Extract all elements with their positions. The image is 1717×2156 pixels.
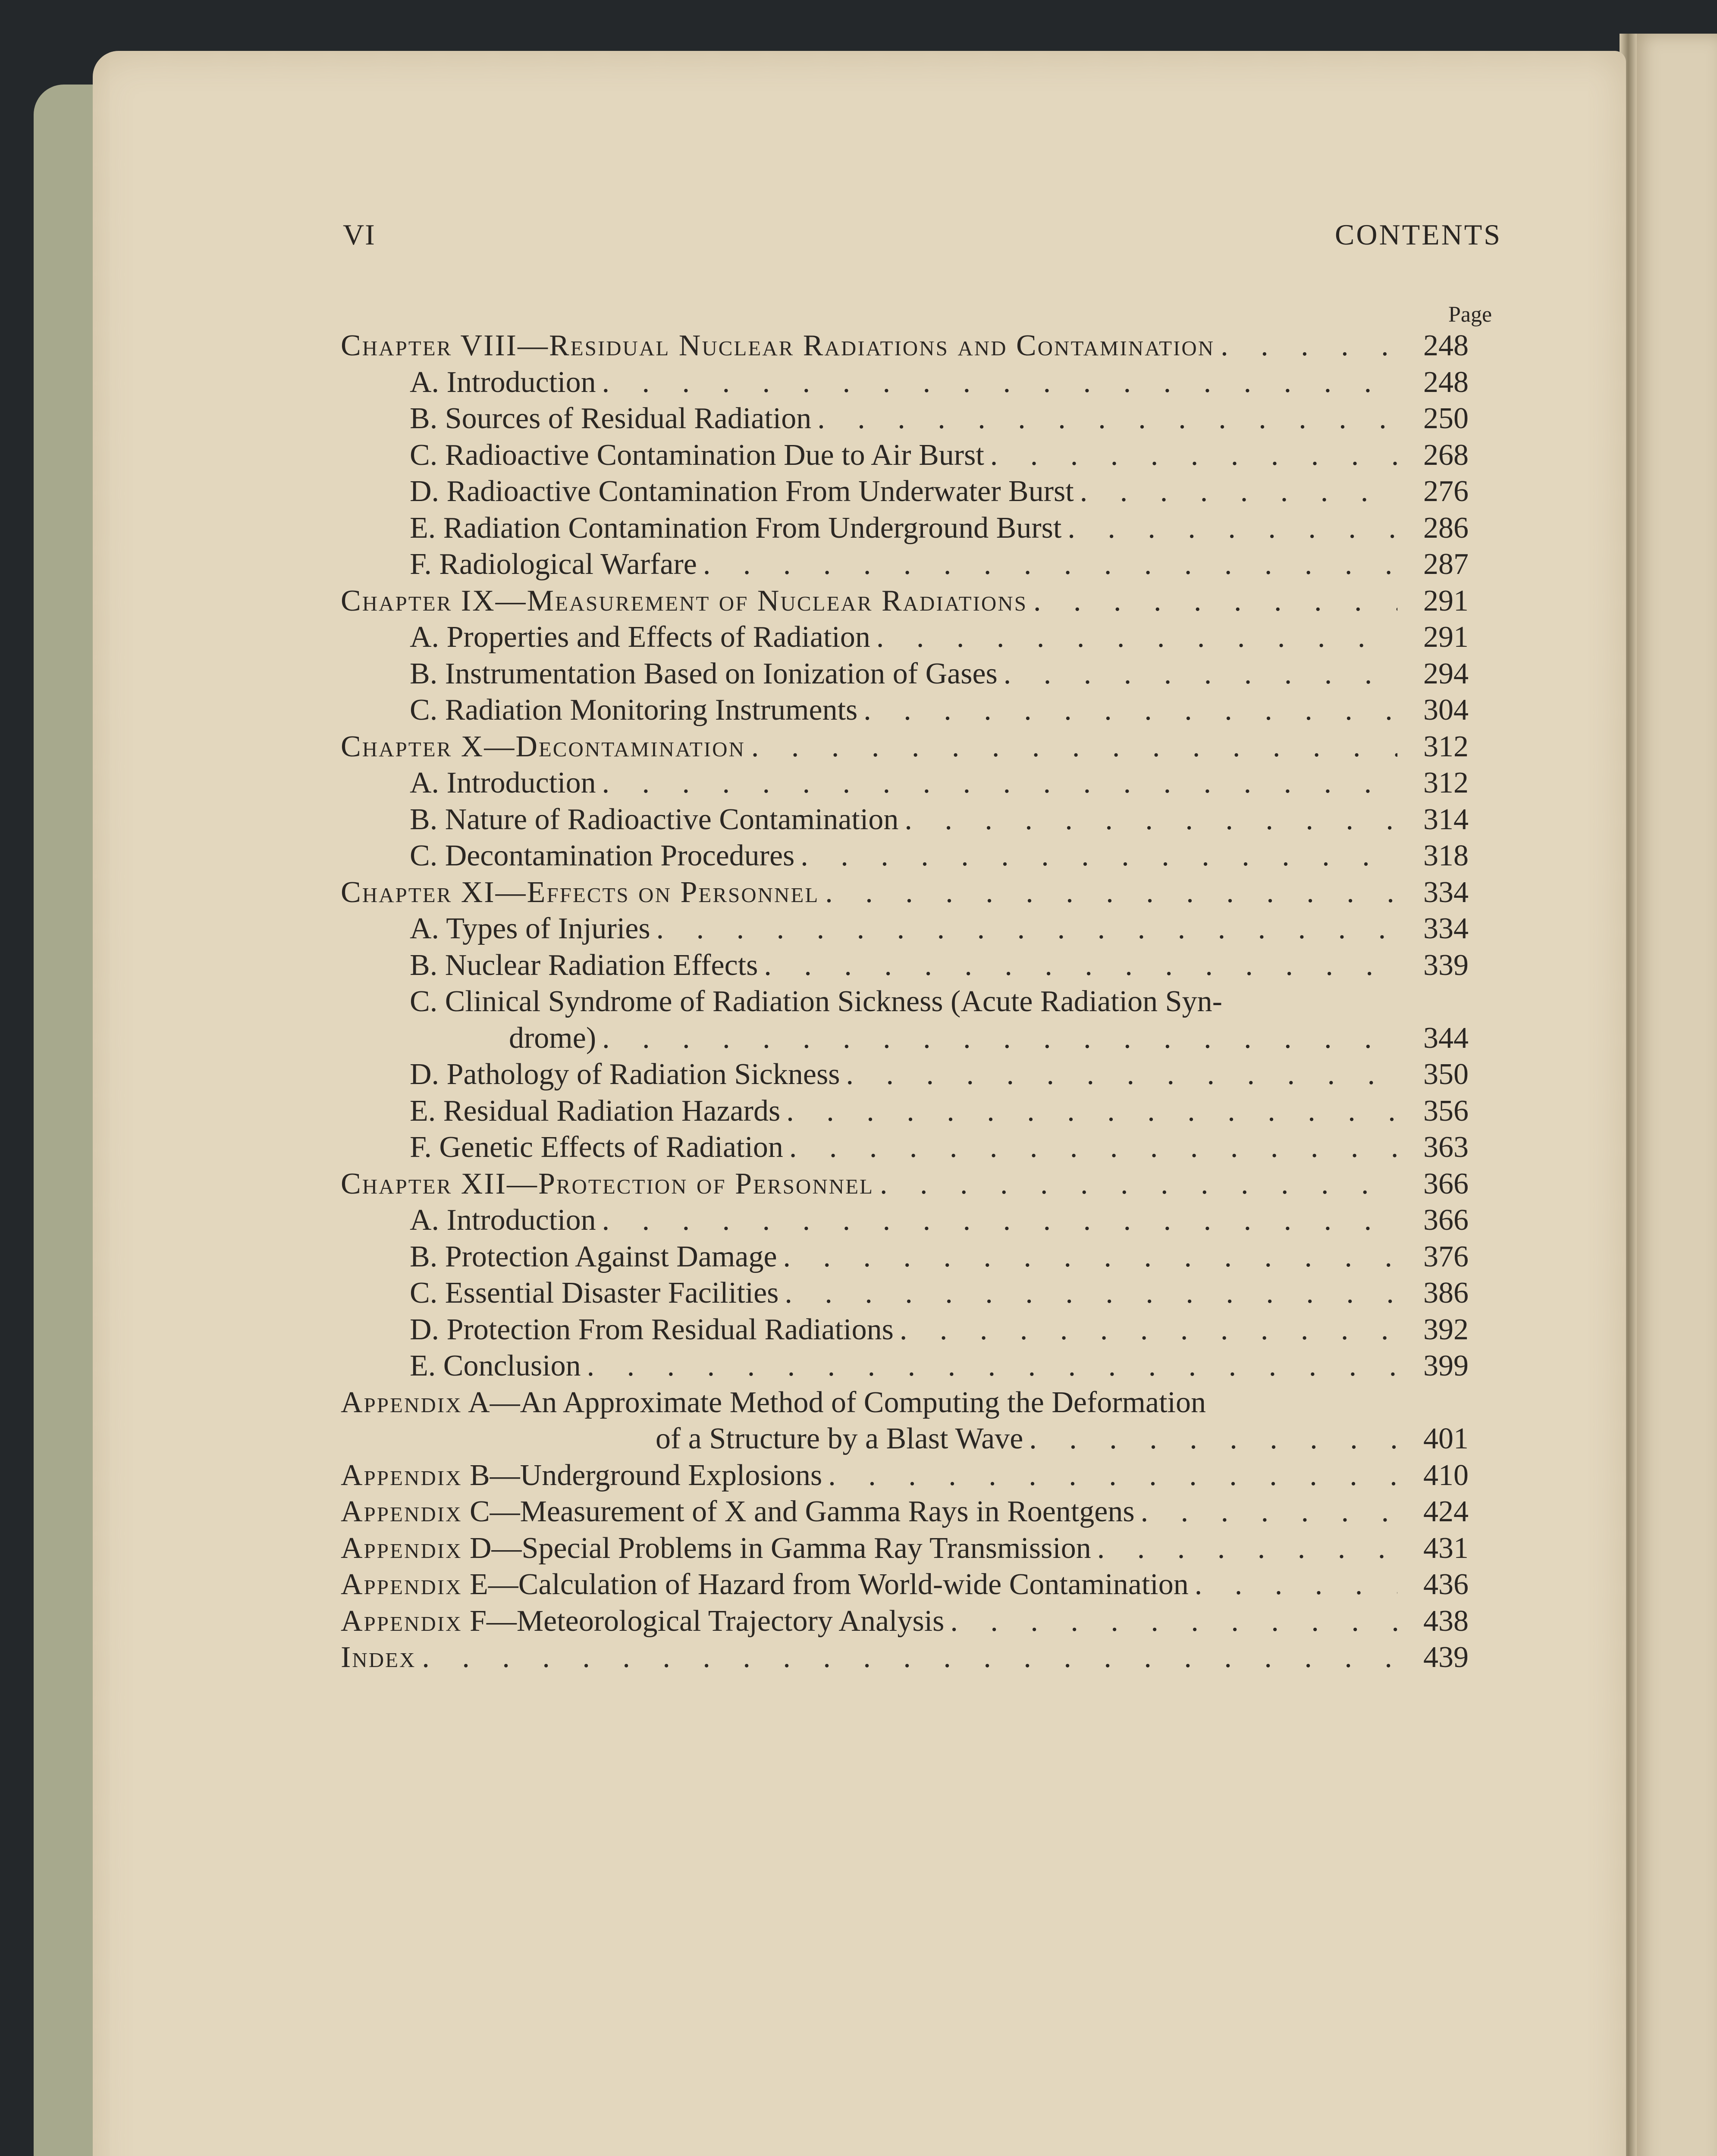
toc-entry [341, 328, 1505, 364]
dot-leader [596, 1020, 1397, 1057]
dot-leader [780, 1093, 1397, 1130]
dot-leader [1074, 473, 1397, 510]
toc-entry [341, 729, 1505, 765]
dot-leader [745, 729, 1397, 765]
toc-entry-label [341, 874, 819, 911]
toc-entry [341, 1639, 1505, 1676]
toc-entry [341, 1129, 1505, 1166]
running-head: CONTENTS [1335, 218, 1502, 251]
dot-leader [894, 1312, 1397, 1348]
dot-leader [1023, 1421, 1397, 1457]
toc-entry-prefix: Index [341, 1641, 416, 1674]
toc-entry-page: 334 [1423, 875, 1469, 909]
dot-leader [1061, 510, 1397, 547]
toc-entry-label: B. Nuclear Radiation Effects [410, 948, 758, 982]
toc-entry-page: 268 [1423, 438, 1469, 472]
toc-entry-label: D. Pathology of Radiation Sickness [410, 1058, 840, 1091]
toc-entry-page: 439 [1423, 1641, 1469, 1674]
toc-entry-label: A. Types of Injuries [410, 912, 650, 945]
toc-entry-label: C. Essential Disaster Facilities [410, 1276, 779, 1310]
toc-entry-label: D. Protection From Residual Radiations [410, 1313, 894, 1346]
dot-leader [944, 1603, 1397, 1640]
toc-entry-label: C. Decontamination Procedures [410, 839, 795, 872]
toc-entry-page: 287 [1423, 548, 1469, 581]
toc-entry-prefix: Appendix [341, 1531, 462, 1565]
toc-entry [341, 510, 1505, 547]
toc-entry-page: 386 [1423, 1276, 1469, 1310]
toc-entry-page: 291 [1423, 584, 1469, 617]
dot-leader [811, 401, 1397, 437]
toc-entry [341, 1494, 1505, 1530]
toc-entry-label: C. Clinical Syndrome of Radiation Sickness (Acute Radiation Syn- [410, 985, 1222, 1018]
dot-leader [874, 1166, 1397, 1203]
toc-entry-prefix: Chapter IX [341, 584, 496, 617]
toc-entry [341, 401, 1505, 437]
toc-entry-label: C. Radioactive Contamination Due to Air Burst [410, 438, 984, 472]
toc-entry-page: 334 [1423, 912, 1469, 945]
toc-entry [341, 1530, 1505, 1567]
toc-entry-label [341, 1530, 1091, 1567]
toc-entry [341, 1202, 1505, 1239]
toc-entry-title: B—Underground Explosions [462, 1458, 822, 1492]
toc-entry-continuation-row [341, 1421, 1505, 1457]
toc-entry-title: —Decontamination [484, 730, 745, 763]
dot-leader [819, 874, 1397, 911]
dot-leader [840, 1056, 1397, 1093]
dot-leader [596, 765, 1397, 802]
toc-entry-page: 312 [1423, 766, 1469, 799]
toc-entry-title: F—Meteorological Trajectory Analysis [462, 1604, 945, 1638]
toc-entry-label: F. Genetic Effects of Radiation [410, 1131, 783, 1164]
toc-entry [341, 1056, 1505, 1093]
dot-leader [697, 546, 1397, 583]
toc-entry-page: 376 [1423, 1240, 1469, 1273]
dot-leader [998, 656, 1397, 693]
dot-leader [1215, 328, 1397, 364]
toc-entry-prefix: Appendix [341, 1495, 462, 1528]
toc-entry-label [341, 1567, 1189, 1603]
toc-entry-prefix: Chapter XII [341, 1167, 507, 1200]
toc-entry [341, 1457, 1505, 1494]
page-folio: VI [343, 218, 376, 251]
dot-leader [777, 1239, 1397, 1275]
toc-entry-page: 312 [1423, 730, 1469, 763]
dot-leader [984, 437, 1397, 474]
toc-entry-page: 366 [1423, 1167, 1469, 1200]
dot-leader [778, 1275, 1397, 1312]
toc-entry [341, 692, 1505, 729]
dot-leader [1027, 583, 1397, 620]
dot-leader [581, 1348, 1397, 1385]
page-column-label: Page [1448, 302, 1492, 327]
dot-leader [783, 1129, 1397, 1166]
dot-leader [758, 947, 1397, 984]
dot-leader [416, 1639, 1397, 1676]
toc-entry-label: D. Radioactive Contamination From Underwater Burst [410, 475, 1074, 508]
toc-entry-label: B. Sources of Residual Radiation [410, 402, 812, 435]
toc-entry-prefix: Chapter X [341, 730, 484, 763]
toc-entry-label: A. Properties and Effects of Radiation [410, 620, 870, 654]
toc-entry-page: 248 [1423, 329, 1469, 362]
toc-entry-page: 276 [1423, 475, 1469, 508]
toc-entry [341, 984, 1505, 1020]
toc-entry-label [341, 328, 1215, 364]
toc-entry-label [341, 583, 1027, 620]
toc-entry-prefix: Appendix [341, 1568, 462, 1601]
toc-entry [341, 1385, 1505, 1421]
toc-entry-page: 356 [1423, 1094, 1469, 1128]
toc-entry-label [341, 1603, 944, 1640]
toc-entry-prefix: Appendix [341, 1385, 462, 1419]
toc-entry [341, 1348, 1505, 1385]
toc-entry-title: —Protection of Personnel [506, 1167, 874, 1200]
toc-entry [341, 1239, 1505, 1275]
toc-entry [341, 546, 1505, 583]
toc-entry [341, 619, 1505, 656]
toc-entry-page: 424 [1423, 1495, 1469, 1528]
toc-entry-label: A. Introduction [410, 766, 596, 799]
toc-entry-page: 431 [1423, 1531, 1469, 1565]
toc-entry-label [341, 1639, 416, 1676]
toc-entry-page: 401 [1423, 1422, 1469, 1455]
dot-leader [1091, 1530, 1397, 1567]
toc-entry-prefix: Chapter VIII [341, 329, 518, 362]
toc-entry-continuation-row [341, 1020, 1505, 1057]
toc-entry-label: F. Radiological Warfare [410, 548, 697, 581]
toc-entry-continuation: of a Structure by a Blast Wave [656, 1422, 1023, 1455]
toc-entry [341, 838, 1505, 874]
toc-entry-page: 392 [1423, 1313, 1469, 1346]
toc-entry [341, 656, 1505, 693]
dot-leader [596, 1202, 1397, 1239]
dot-leader [1189, 1567, 1397, 1603]
dot-leader [898, 802, 1397, 838]
dot-leader [870, 619, 1397, 656]
toc-entry-label: E. Conclusion [410, 1349, 581, 1382]
toc-entry-page: 350 [1423, 1058, 1469, 1091]
toc-entry-title: D—Special Problems in Gamma Ray Transmission [462, 1531, 1091, 1565]
toc-entry-page: 344 [1423, 1021, 1469, 1055]
toc-entry-page: 318 [1423, 839, 1469, 872]
toc-entry-page: 286 [1423, 511, 1469, 545]
toc-entry-page: 314 [1423, 802, 1469, 836]
dot-leader [1135, 1494, 1397, 1530]
toc-entry-title: A—An Approximate Method of Computing the Deformation [462, 1385, 1206, 1419]
toc-entry-label: A. Introduction [410, 365, 596, 399]
dot-leader [596, 364, 1397, 401]
toc-entry-page: 339 [1423, 948, 1469, 982]
toc-entry-label: B. Instrumentation Based on Ionization of Gases [410, 657, 998, 690]
toc-entry [341, 1603, 1505, 1640]
toc-entry [341, 437, 1505, 474]
toc-entry-label: A. Introduction [410, 1203, 596, 1237]
toc-entry-title: —Measurement of Nuclear Radiations [495, 584, 1027, 617]
toc-entry-page: 291 [1423, 620, 1469, 654]
toc-entry-page: 438 [1423, 1604, 1469, 1638]
toc-entry [341, 1567, 1505, 1603]
toc-entry-label: E. Radiation Contamination From Underground Burst [410, 511, 1062, 545]
toc-entry-page: 366 [1423, 1203, 1469, 1237]
toc-entry-title: E—Calculation of Hazard from World-wide Contamination [462, 1568, 1189, 1601]
dot-leader [822, 1457, 1397, 1494]
toc-entry-continuation: drome) [509, 1021, 596, 1055]
toc-entry [341, 765, 1505, 802]
toc-entry-label [341, 1494, 1135, 1530]
toc-entry-title: —Residual Nuclear Radiations and Contamination [517, 329, 1215, 362]
toc-entry-label [341, 1166, 874, 1203]
toc-entry [341, 874, 1505, 911]
toc-entry-page: 248 [1423, 365, 1469, 399]
toc-entry-page: 399 [1423, 1349, 1469, 1382]
dot-leader [650, 911, 1397, 947]
toc-entry-label: C. Radiation Monitoring Instruments [410, 693, 858, 727]
toc-entry-page: 294 [1423, 657, 1469, 690]
toc-entry-prefix: Appendix [341, 1604, 462, 1638]
toc-entry-page: 250 [1423, 402, 1469, 435]
toc-entry [341, 364, 1505, 401]
dot-leader [794, 838, 1397, 874]
toc-entry-label [341, 1457, 822, 1494]
toc-entry-label: E. Residual Radiation Hazards [410, 1094, 781, 1128]
facing-page-edge [1635, 34, 1717, 2156]
dot-leader [857, 692, 1397, 729]
toc-entry [341, 583, 1505, 620]
table-of-contents [341, 328, 1505, 1676]
toc-entry-page: 304 [1423, 693, 1469, 727]
toc-entry [341, 1312, 1505, 1348]
toc-entry-label: B. Nature of Radioactive Contamination [410, 802, 899, 836]
toc-entry-label [341, 729, 745, 765]
toc-entry [341, 802, 1505, 838]
toc-entry [341, 1166, 1505, 1203]
toc-entry [341, 947, 1505, 984]
toc-entry-prefix: Appendix [341, 1458, 462, 1492]
toc-entry [341, 1275, 1505, 1312]
toc-entry-title: C—Measurement of X and Gamma Rays in Roentgens [462, 1495, 1135, 1528]
toc-entry [341, 911, 1505, 947]
toc-entry-label [341, 1385, 1206, 1421]
toc-entry [341, 473, 1505, 510]
toc-entry-page: 436 [1423, 1568, 1469, 1601]
toc-entry-title: —Effects on Personnel [495, 875, 819, 909]
toc-entry-label: B. Protection Against Damage [410, 1240, 777, 1273]
toc-entry-page: 363 [1423, 1131, 1469, 1164]
toc-entry-prefix: Chapter XI [341, 875, 496, 909]
toc-entry-page: 410 [1423, 1458, 1469, 1492]
toc-entry [341, 1093, 1505, 1130]
